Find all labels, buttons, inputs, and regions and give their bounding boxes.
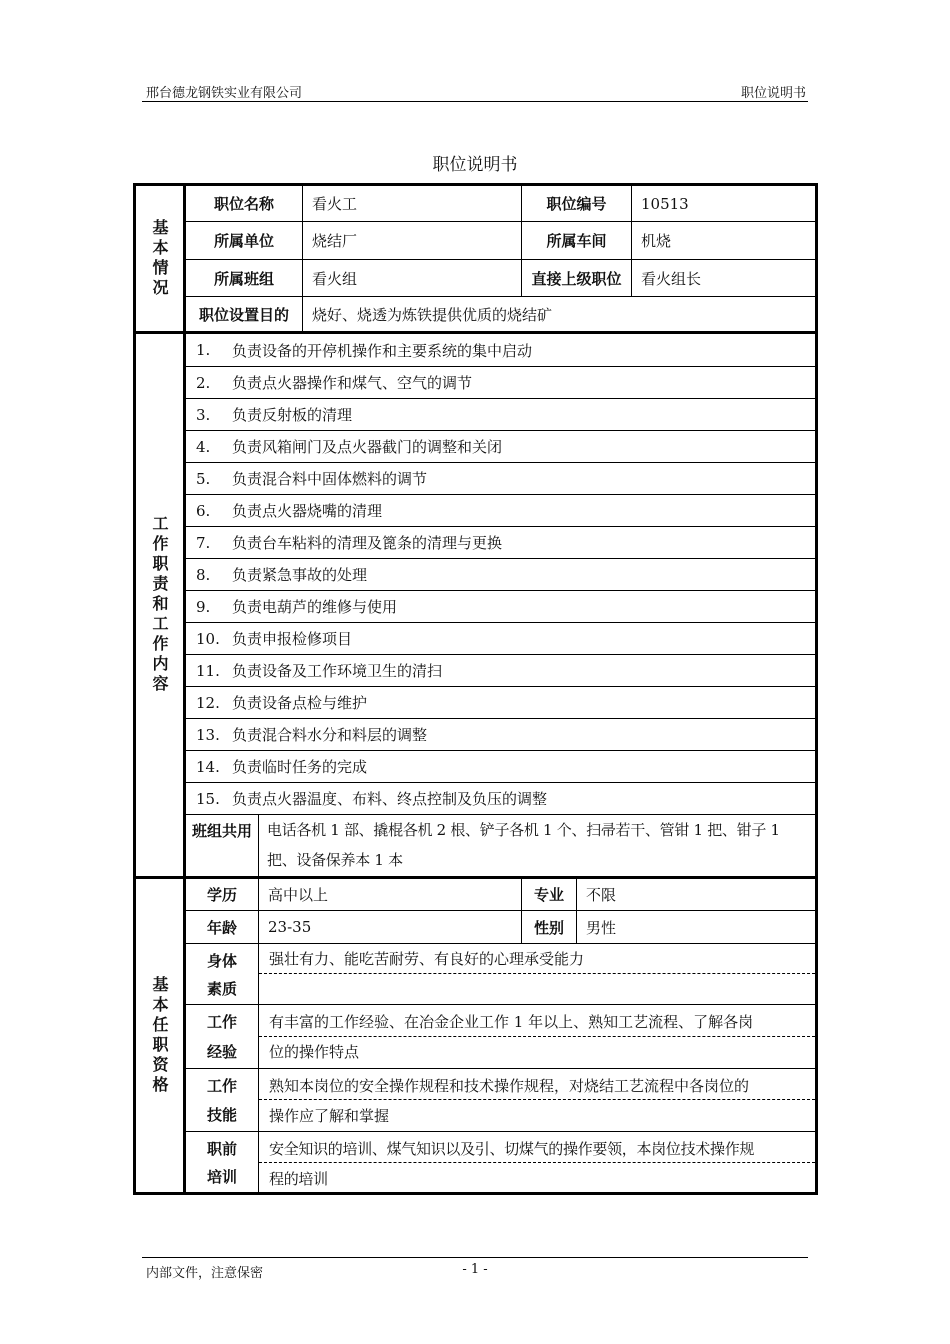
page-number: - 1 - xyxy=(462,1262,488,1277)
section-qualifications: 基本任职资格 xyxy=(150,975,169,1096)
education-label: 学历 xyxy=(206,886,237,904)
physical-value: 强壮有力、能吃苦耐劳、有良好的心理承受能力 xyxy=(269,950,585,968)
duty-item: 12. 负责设备点检与维护 xyxy=(196,693,368,712)
duty-item: 13. 负责混合料水分和料层的调整 xyxy=(196,725,428,744)
major-value: 不限 xyxy=(586,886,617,904)
position-code-value: 10513 xyxy=(641,194,689,213)
physical-label: 身体 素质 xyxy=(206,951,237,998)
training-value: 安全知识的培训、煤气知识以及引、切煤气的操作要领，本岗位技术操作规 程的培训 xyxy=(269,1140,755,1188)
position-name-value: 看火工 xyxy=(312,195,358,213)
duty-item: 4. 负责风箱闸门及点火器截门的调整和关闭 xyxy=(196,437,503,456)
gender-label: 性别 xyxy=(533,918,564,937)
duty-item: 8. 负责紧急事故的处理 xyxy=(196,565,368,584)
duty-item: 14. 负责临时任务的完成 xyxy=(196,757,368,776)
skills-value: 熟知本岗位的安全操作规程和技术操作规程，对烧结工艺流程中各岗位的 操作应了解和掌握 xyxy=(269,1077,750,1125)
purpose-label: 职位设置目的 xyxy=(198,305,289,324)
duty-item: 11. 负责设备及工作环境卫生的清扫 xyxy=(196,661,443,680)
age-value: 23-35 xyxy=(268,918,312,936)
footer-rule xyxy=(142,1257,808,1258)
duty-item: 5. 负责混合料中固体燃料的调节 xyxy=(196,469,428,488)
unit-label: 所属单位 xyxy=(213,232,274,250)
duty-item: 7. 负责台车粘料的清理及篦条的清理与更换 xyxy=(196,533,503,552)
duty-item: 3. 负责反射板的清理 xyxy=(196,405,353,424)
team-shared-label: 班组共用 xyxy=(191,821,252,840)
unit-value: 烧结厂 xyxy=(312,232,358,250)
education-value: 高中以上 xyxy=(268,886,329,904)
superior-label: 直接上级职位 xyxy=(531,269,622,288)
workshop-value: 机烧 xyxy=(641,232,672,250)
purpose-value: 烧好、烧透为炼铁提供优质的烧结矿 xyxy=(312,305,553,324)
gender-value: 男性 xyxy=(586,918,617,937)
team-shared-value: 电话各机 1 部、撬棍各机 2 根、铲子各机 1 个、扫帚若干、管钳 1 把、钳子 1 把、设备保养本 1 本 xyxy=(267,821,780,869)
job-description-table xyxy=(133,183,818,1195)
section-duties: 工作职责和工作内容 xyxy=(150,515,169,695)
experience-label: 工作 经验 xyxy=(206,1013,237,1061)
workshop-label: 所属车间 xyxy=(546,232,607,250)
position-name-label: 职位名称 xyxy=(213,195,274,213)
team-label: 所属班组 xyxy=(213,269,274,288)
age-label: 年龄 xyxy=(206,918,237,937)
duty-item: 1. 负责设备的开停机操作和主要系统的集中启动 xyxy=(196,341,533,360)
duty-item: 2. 负责点火器操作和煤气、空气的调节 xyxy=(196,373,473,392)
team-value: 看火组 xyxy=(312,269,358,288)
duty-item: 15. 负责点火器温度、布料、终点控制及负压的调整 xyxy=(196,789,548,808)
header-company: 邢台德龙钢铁实业有限公司 xyxy=(146,86,303,101)
header-doc-type: 职位说明书 xyxy=(740,86,806,101)
section-basic-info: 基本情况 xyxy=(150,218,169,299)
footer-confidential: 内部文件，注意保密 xyxy=(146,1266,264,1281)
skills-label: 工作 技能 xyxy=(206,1077,237,1124)
training-label: 职前 培训 xyxy=(206,1139,237,1186)
superior-value: 看火组长 xyxy=(641,269,702,288)
page-title: 职位说明书 xyxy=(432,155,518,175)
duty-item: 9. 负责电葫芦的维修与使用 xyxy=(196,597,398,616)
duty-item: 10. 负责申报检修项目 xyxy=(196,629,353,648)
duty-item: 6. 负责点火器烧嘴的清理 xyxy=(196,501,383,520)
header-rule xyxy=(142,101,808,102)
major-label: 专业 xyxy=(533,886,564,904)
position-code-label: 职位编号 xyxy=(546,195,607,213)
experience-value: 有丰富的工作经验、在冶金企业工作 1 年以上、熟知工艺流程、了解各岗 位的操作特点 xyxy=(269,1013,754,1061)
